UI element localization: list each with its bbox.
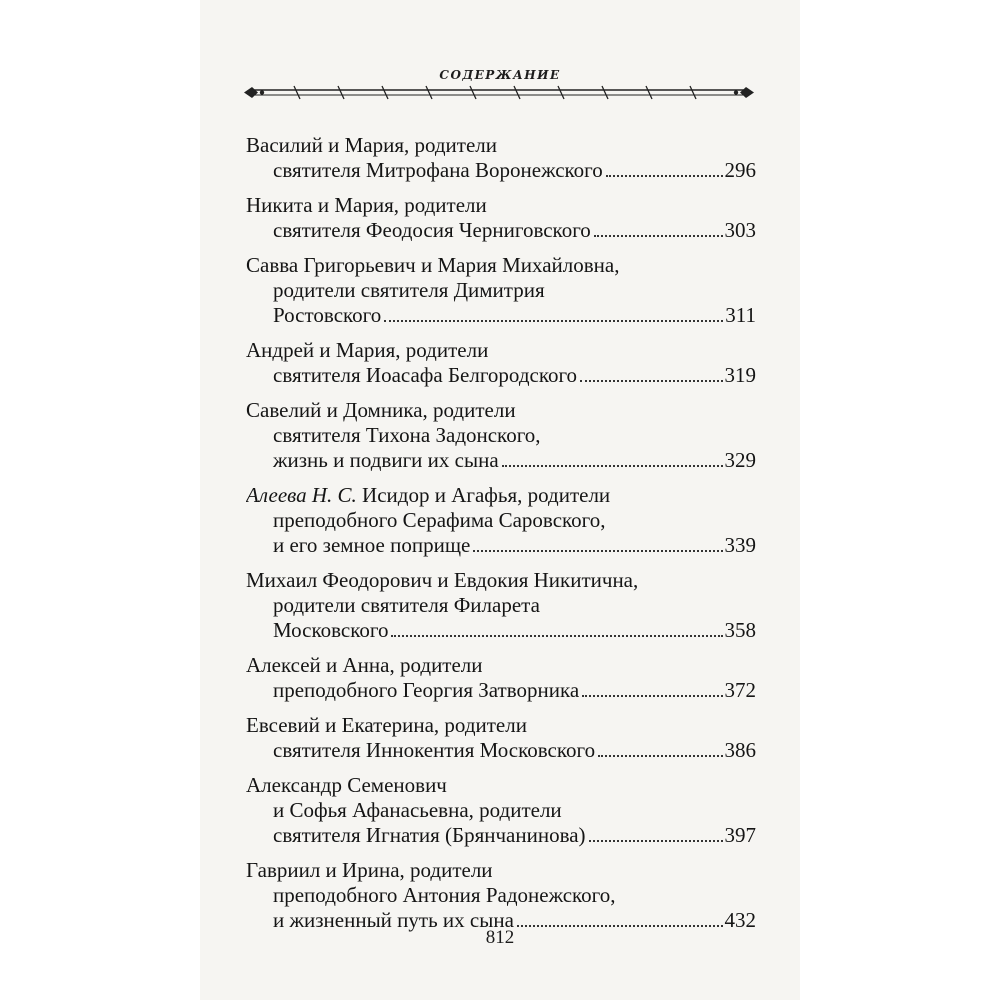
toc-page-number: 397 xyxy=(724,823,756,847)
toc-page-number: 358 xyxy=(724,618,756,642)
toc-entry-line xyxy=(246,338,756,363)
toc-entry-line xyxy=(246,508,756,533)
ornament-rule xyxy=(242,82,756,104)
toc-entry xyxy=(246,193,756,243)
toc-entry-text: и Софья Афанасьевна, родители xyxy=(273,798,562,822)
toc-page-number: 386 xyxy=(724,738,756,762)
toc-entry-text: святителя Феодосия Черниговского xyxy=(273,218,591,242)
toc-entry-text: Евсевий и Екатерина, родители xyxy=(246,713,527,737)
toc-entry-text: святителя Тихона Задонского, xyxy=(273,423,541,447)
toc-entry-line xyxy=(246,133,756,158)
toc-entry-text: святителя Митрофана Воронежского xyxy=(273,158,603,182)
toc-entry xyxy=(246,568,756,643)
dot-leader xyxy=(582,695,722,697)
toc-entry-last-line xyxy=(246,618,756,643)
toc-entry-text: преподобного Серафима Саровского, xyxy=(273,508,606,532)
toc-entry xyxy=(246,338,756,388)
dot-leader xyxy=(384,320,723,322)
toc-entry-text: Александр Семенович xyxy=(246,773,447,797)
toc-entry-line xyxy=(246,193,756,218)
toc-entry xyxy=(246,253,756,328)
toc-page-number: 432 xyxy=(724,908,756,932)
toc-entry-line xyxy=(246,253,756,278)
toc-entry-last-line xyxy=(246,533,756,558)
page-number: 812 xyxy=(485,927,515,948)
toc-entry-last-line xyxy=(246,158,756,183)
toc-entry-text: Михаил Феодорович и Евдокия Никитична, xyxy=(246,568,639,592)
toc-page-number: 319 xyxy=(724,363,756,387)
toc-entry-text: Василий и Мария, родители xyxy=(246,133,498,157)
dot-leader xyxy=(473,550,722,552)
toc-entry-line xyxy=(246,773,756,798)
toc-entry-line xyxy=(246,713,756,738)
toc-entry-text: Алексей и Анна, родители xyxy=(246,653,483,677)
toc-page-number: 296 xyxy=(724,158,756,182)
dot-leader xyxy=(594,235,723,237)
toc-entry-text: преподобного Георгия Затворника xyxy=(273,678,580,702)
toc-entry xyxy=(246,713,756,763)
toc-entry-text: и его земное поприще xyxy=(273,533,471,557)
toc-page-number: 372 xyxy=(724,678,756,702)
toc-entry-text: Савелий и Домника, родители xyxy=(246,398,516,422)
toc-entry-line xyxy=(246,883,756,908)
toc-entry-text: святителя Иоасафа Белгородского xyxy=(273,363,578,387)
toc-entry-text: Никита и Мария, родители xyxy=(246,193,487,217)
toc-entry-text: жизнь и подвиги их сына xyxy=(273,448,499,472)
toc-entry-text: родители святителя Филарета xyxy=(273,593,540,617)
toc-entry-text: Савва Григорьевич и Мария Михайловна, xyxy=(246,253,620,277)
toc-entry xyxy=(246,773,756,848)
toc-entry-text: святителя Иннокентия Московского xyxy=(273,738,596,762)
toc-entry-text: Андрей и Мария, родители xyxy=(246,338,489,362)
dot-leader xyxy=(589,840,723,842)
toc-entry-line xyxy=(246,858,756,883)
toc-entry-text: преподобного Антония Радонежского, xyxy=(273,883,616,907)
book-page xyxy=(200,0,800,1000)
dot-leader xyxy=(391,635,722,637)
toc-page-number: 303 xyxy=(724,218,756,242)
toc-entry-last-line xyxy=(246,738,756,763)
toc-entry-line xyxy=(246,398,756,423)
table-of-contents xyxy=(246,133,756,943)
toc-entry-line xyxy=(246,423,756,448)
dot-leader xyxy=(598,755,722,757)
toc-entry xyxy=(246,858,756,933)
toc-entry-last-line xyxy=(246,363,756,388)
toc-entry-last-line xyxy=(246,218,756,243)
dot-leader xyxy=(502,465,723,467)
toc-entry-line xyxy=(246,278,756,303)
toc-entry xyxy=(246,398,756,473)
toc-page-number: 339 xyxy=(724,533,756,557)
toc-entry-author: Алеева Н. С. xyxy=(246,483,357,507)
toc-entry-last-line xyxy=(246,678,756,703)
toc-entry-text: Исидор и Агафья, родители xyxy=(362,483,611,507)
toc-entry-text: Ростовского xyxy=(273,303,382,327)
toc-entry-text: родители святителя Димитрия xyxy=(273,278,545,302)
dot-leader xyxy=(606,175,723,177)
toc-entry xyxy=(246,653,756,703)
toc-entry-text: святителя Игнатия (Брянчанинова) xyxy=(273,823,586,847)
toc-page-number: 311 xyxy=(725,303,756,327)
toc-entry-text: и жизненный путь их сына xyxy=(273,908,514,932)
dot-leader xyxy=(580,380,722,382)
toc-entry-last-line xyxy=(246,448,756,473)
toc-entry-last-line xyxy=(246,303,756,328)
toc-entry-line xyxy=(246,483,756,508)
toc-entry-line xyxy=(246,798,756,823)
toc-entry-line xyxy=(246,568,756,593)
toc-entry-text: Гавриил и Ирина, родители xyxy=(246,858,493,882)
running-header: СОДЕРЖАНИЕ xyxy=(439,68,561,82)
toc-entry-line xyxy=(246,653,756,678)
toc-entry xyxy=(246,483,756,558)
toc-entry xyxy=(246,133,756,183)
toc-entry-line xyxy=(246,593,756,618)
toc-page-number: 329 xyxy=(724,448,756,472)
toc-entry-last-line xyxy=(246,823,756,848)
toc-entry-text: Московского xyxy=(273,618,389,642)
